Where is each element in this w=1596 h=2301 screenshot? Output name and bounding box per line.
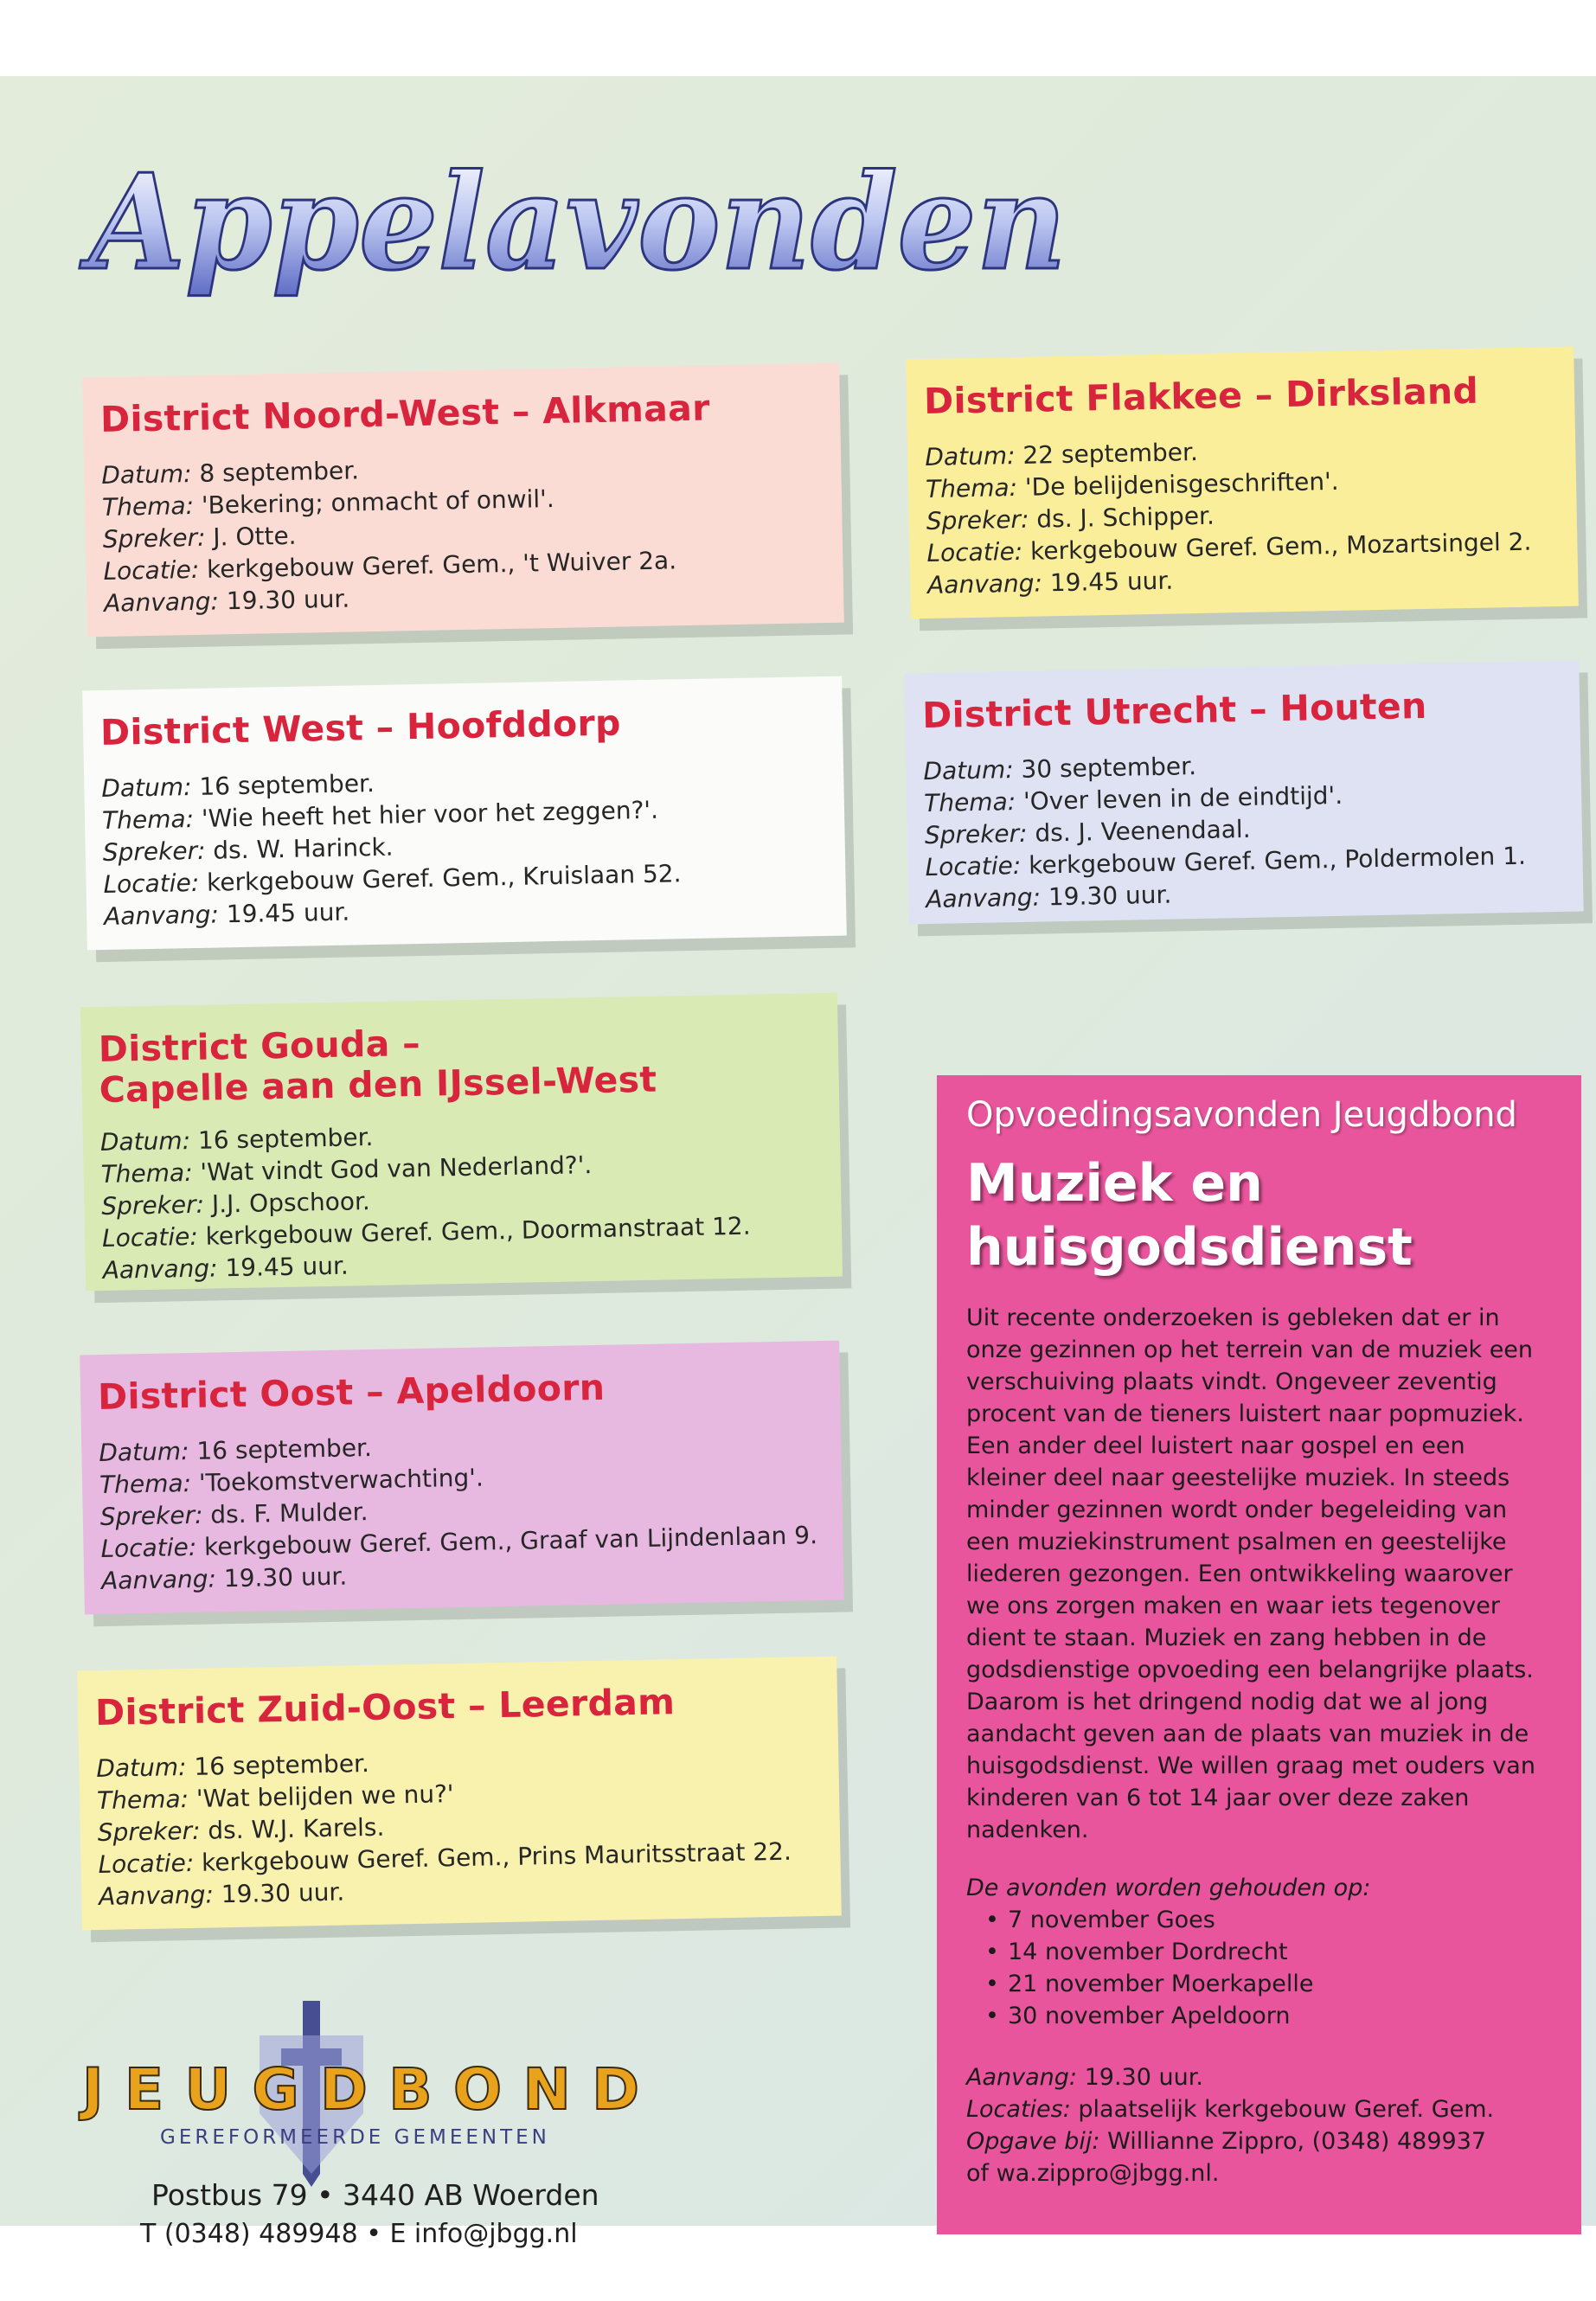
datum-value: 30 september. — [1021, 752, 1197, 784]
card-utrecht — [904, 661, 1583, 925]
card-heading: District West – Hoofddorp — [99, 702, 622, 754]
page — [0, 76, 1596, 2249]
spreker-label: Spreker: — [102, 836, 206, 868]
card-heading: District Flakkee – Dirksland — [923, 369, 1479, 423]
locatie-value: kerkgebouw Geref. Gem., Poldermolen 1. — [1028, 841, 1527, 880]
address-line: Postbus 79 • 3440 AB Woerden — [151, 2178, 599, 2212]
locatie-value: kerkgebouw Geref. Gem., Mozartsingel 2. — [1029, 527, 1532, 566]
datum-value: 16 september. — [199, 768, 375, 801]
spreker-value: J.J. Opschoor. — [211, 1187, 371, 1219]
spreker-label: Spreker: — [924, 818, 1028, 850]
thema-value: 'Bekering; onmacht of onwil'. — [201, 484, 555, 520]
thema-label: Thema: — [101, 804, 195, 836]
box-info — [966, 2061, 1548, 2189]
locatie-label: Locatie: — [98, 1848, 195, 1880]
datum-label: Datum: — [96, 1753, 187, 1784]
aanvang-value: 19.45 uur. — [225, 1251, 349, 1283]
locatie-value: kerkgebouw Geref. Gem., Prins Mauritsstraat 22. — [201, 1836, 792, 1877]
aanvang-label: Aanvang: — [100, 1564, 217, 1596]
spreker-value: ds. F. Mulder. — [210, 1497, 369, 1529]
aanvang-label: Aanvang: — [966, 2064, 1077, 2091]
locatie-value: kerkgebouw Geref. Gem., 't Wuiver 2a. — [206, 546, 677, 584]
aanvang-value: 19.30 uur. — [226, 584, 350, 616]
card-heading: District Oost – Apeldoorn — [97, 1366, 606, 1419]
thema-value: 'Wie heeft het hier voor het zeggen?'. — [201, 795, 659, 833]
aanvang-value: 19.45 uur. — [1049, 566, 1174, 598]
jeugdbond-logo — [82, 2001, 679, 2187]
box-body: Uit recente onderzoeken is gebleken dat er in onze gezinnen op het terrein van de muziek een verschuiving plaats vindt. Ongeveer zeventig procent van de tieners luistert naar popmuziek. Een ander deel luistert naar gospel en een kleiner deel naar geestelijke muziek. In steeds minder gezinnen wordt onder begeleiding van een muziekinstrument psalmen en geestelijke liederen gezongen. Een ontwikkeling waarover we ons zorgen maken en waar iets tegenover dient te staan. Muziek en zang hebben in de godsdienstige opvoeding een belangrijke plaats. Daarom is het dringend nodig dat we al jong aandacht geven aan de plaats van muziek in de huisgodsdienst. We willen graag met ouders van kinderen van 6 tot 14 jaar over deze zaken nadenken. — [966, 1304, 1535, 1843]
card-noord-west — [82, 363, 844, 638]
spreker-label: Spreker: — [102, 522, 206, 554]
locatie-label: Locatie: — [103, 868, 200, 900]
opvoedingsavonden-box — [937, 1075, 1581, 2234]
spreker-label: Spreker: — [926, 504, 1029, 536]
card-heading: District Utrecht – Houten — [921, 684, 1427, 737]
card-oost — [80, 1341, 844, 1615]
locatie-label: Locatie: — [101, 1221, 199, 1253]
spreker-value: J. Otte. — [213, 521, 297, 552]
thema-label: Thema: — [925, 472, 1018, 504]
datum-label: Datum: — [101, 459, 192, 490]
aanvang-value: 19.30 uur. — [221, 1877, 345, 1909]
thema-value: 'Wat vindt God van Nederland?'. — [200, 1150, 593, 1187]
locatie-value: kerkgebouw Geref. Gem., Kruislaan 52. — [206, 859, 682, 897]
locatie-label: Locatie: — [103, 554, 200, 586]
card-heading: District Noord-West – Alkmaar — [99, 387, 711, 441]
box-kicker: Opvoedingsavonden Jeugdbond — [966, 1095, 1517, 1135]
thema-value: 'De belijdenisgeschriften'. — [1024, 466, 1339, 502]
thema-value: 'Toekomstverwachting'. — [198, 1463, 484, 1497]
aanvang-label: Aanvang: — [103, 900, 220, 932]
aanvang-label: Aanvang: — [103, 586, 220, 618]
thema-label: Thema: — [923, 787, 1016, 818]
aanvang-label: Aanvang: — [102, 1253, 218, 1285]
aanvang-label: Aanvang: — [926, 568, 1043, 600]
list-item: • 30 november Apeldoorn — [1008, 2000, 1548, 2032]
locatie-label: Locatie: — [925, 850, 1022, 882]
spreker-label: Spreker: — [97, 1816, 201, 1848]
aanvang-label: Aanvang: — [925, 882, 1042, 914]
title-artwork — [79, 128, 1077, 327]
spreker-value: ds. J. Veenendaal. — [1035, 814, 1251, 848]
locaties-label: Locaties: — [966, 2096, 1071, 2123]
spreker-value: ds. W.J. Karels. — [208, 1812, 385, 1845]
datum-label: Datum: — [99, 1437, 189, 1468]
datum-label: Datum: — [925, 441, 1016, 472]
logo-wordmark: JEUGDBOND — [82, 2056, 670, 2123]
logo-mark — [82, 2001, 679, 2187]
card-heading — [98, 1016, 817, 1111]
datum-label: Datum: — [101, 772, 192, 804]
aanvang-value: 19.30 uur. — [1048, 880, 1172, 912]
spreker-label: Spreker: — [101, 1189, 205, 1221]
locatie-label: Locatie: — [926, 536, 1023, 568]
thema-value: 'Over leven in de eindtijd'. — [1022, 780, 1343, 816]
datum-value: 16 september. — [194, 1748, 370, 1781]
thema-label: Thema: — [96, 1785, 189, 1816]
title-text: Appelavonden — [79, 144, 1067, 299]
card-gouda — [80, 993, 843, 1292]
aanvang-value: 19.30 uur. — [1084, 2064, 1203, 2091]
spreker-value: ds. J. Schipper. — [1036, 501, 1215, 534]
spreker-label: Spreker: — [99, 1500, 203, 1532]
thema-label: Thema: — [99, 1469, 192, 1500]
box-headline — [966, 1151, 1548, 1279]
locatie-value: kerkgebouw Geref. Gem., Graaf van Lijndenlaan 9. — [203, 1521, 818, 1561]
aanvang-value: 19.45 uur. — [226, 897, 350, 929]
logo-subtitle: GEREFORMEERDE GEMEENTEN — [160, 2126, 550, 2149]
list-item: • 21 november Moerkapelle — [1008, 1968, 1548, 2000]
contact-line: T (0348) 489948 • E info@jbgg.nl — [140, 2219, 578, 2249]
card-heading-line1: District Gouda – — [98, 1022, 421, 1071]
dates-intro: De avonden worden gehouden op: — [966, 1875, 1371, 1901]
datum-value: 22 september. — [1022, 437, 1199, 470]
locatie-value: kerkgebouw Geref. Gem., Doormanstraat 12. — [205, 1211, 751, 1251]
opgave-value: Willianne Zippro, (0348) 489937 — [1107, 2128, 1487, 2155]
locatie-label: Locatie: — [100, 1532, 197, 1564]
box-headline-line1: Muziek en — [966, 1153, 1263, 1214]
opgave-email: of wa.zippro@jbgg.nl. — [966, 2160, 1220, 2187]
locaties-value: plaatselijk kerkgebouw Geref. Gem. — [1078, 2096, 1495, 2123]
thema-label: Thema: — [101, 490, 195, 522]
card-zuid-oost — [77, 1657, 842, 1931]
thema-value: 'Wat belijden we nu?' — [195, 1779, 454, 1813]
card-heading-line2: Capelle aan den IJssel-West — [99, 1058, 657, 1112]
datum-label: Datum: — [99, 1126, 191, 1157]
datum-value: 8 september. — [199, 456, 360, 488]
list-item: • 14 november Dordrecht — [1008, 1936, 1548, 1968]
page-title — [79, 128, 1077, 327]
card-west — [82, 676, 847, 951]
list-item: • 7 november Goes — [1008, 1904, 1548, 1936]
card-flakkee — [906, 347, 1579, 619]
dates-list — [966, 1904, 1548, 2032]
datum-value: 16 september. — [197, 1122, 374, 1155]
datum-value: 16 september. — [196, 1433, 373, 1465]
aanvang-value: 19.30 uur. — [223, 1561, 348, 1593]
datum-label: Datum: — [923, 755, 1014, 786]
box-headline-line2: huisgodsdienst — [966, 1217, 1413, 1278]
aanvang-label: Aanvang: — [98, 1880, 215, 1912]
thema-label: Thema: — [100, 1157, 193, 1189]
spreker-value: ds. W. Harinck. — [213, 832, 394, 865]
card-heading: District Zuid-Oost – Leerdam — [94, 1681, 676, 1734]
opgave-label: Opgave bij: — [966, 2128, 1100, 2155]
